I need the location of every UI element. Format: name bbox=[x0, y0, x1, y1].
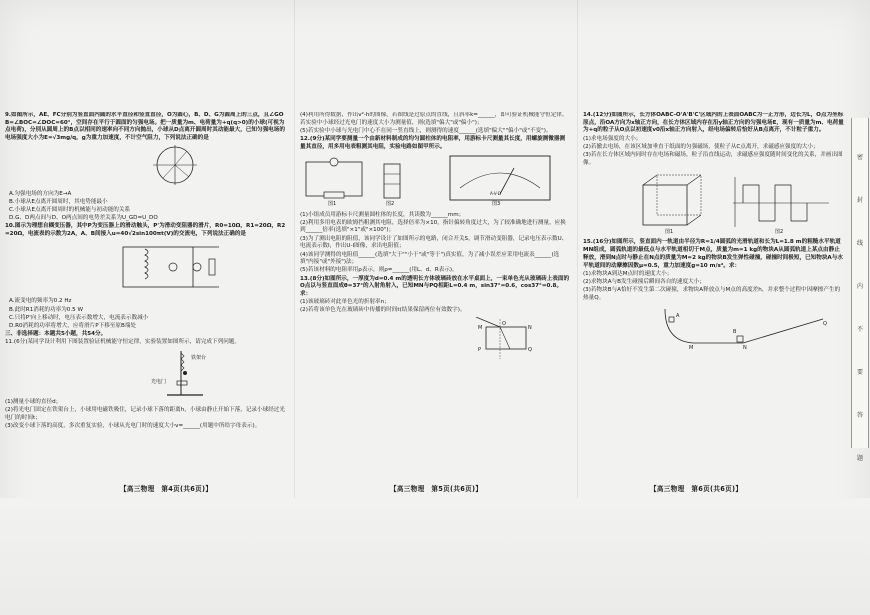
seal-char: 不 bbox=[856, 326, 863, 333]
question-13-part-1: (1)该玻璃砖对此单色光的折射率n； bbox=[300, 299, 390, 306]
seal-char: 线 bbox=[856, 240, 863, 247]
label-m: M bbox=[478, 325, 483, 332]
option-c: C.只将P'向上移动时，电压表示数增大，电流表示数减小 bbox=[9, 314, 149, 321]
figure-1-label: 图1 bbox=[328, 200, 337, 207]
question-12-part-2: (2)利用多用电表的欧姆挡粗测其电阻，选择倍率为×10，指针偏转角度过大，为了较准确地进行测量，应换到______倍率(选填"×1"或"×100")； bbox=[300, 219, 566, 234]
question-15-part-3: (3)若物块B与A恰好不发生第二次碰撞，求物块A释放点与M点的高度差h，并求整个过程中因摩擦产生的热量Q。 bbox=[583, 287, 841, 301]
label-q: Q bbox=[823, 320, 827, 327]
label-p: P bbox=[478, 347, 482, 354]
question-11-part-4: (4)利用所得数据，作出v²-h的图像，若图线是过原点的直线，且斜率k=______，即可验证机械能守恒定律。若实验中小球经过光电门的速度大小为测量值，则(选填"偏大"或"偏小")； bbox=[300, 112, 568, 126]
circuit-figures bbox=[300, 154, 570, 210]
seal-line-sidebar bbox=[851, 118, 869, 462]
page-4-column bbox=[5, 112, 287, 482]
seal-char: 封 bbox=[856, 197, 863, 204]
label-a: A bbox=[676, 312, 680, 319]
question-12-part-1: (1)小组成员用游标卡尺测量圆柱体的长度，其读数为______mm； bbox=[300, 211, 465, 218]
option-c: C.小球从E点离开圆周时的机械能与初动能的关系 bbox=[9, 206, 131, 213]
question-11-part-5: (5)若实验中小球与光电门中心不在同一竖直线上，则测得的速度______(选填"偏大""偏小"或"不变")。 bbox=[300, 127, 552, 134]
question-14-part-2: (2)若撤去电场，在该区域加垂直于纸面的匀强磁场，使粒子从C点离开，求磁感应强度的大小； bbox=[583, 143, 819, 150]
option-a: A.流变电的频率为0.2 Hz bbox=[9, 298, 72, 305]
question-10: 10.图示为理想自耦变压器，其中P为变压器上的滑动触头，P'为滑动变阻器的滑片，R0=10Ω，R1=20Ω，R2=20Ω，电流表的示数为2A，A、B间接入u=40√2sin100πt(V)的交流电，下列说法正确的是 bbox=[5, 223, 286, 238]
option-d: D.G、D两点间与D、O两点间的电势差关系为U_GD=U_DO bbox=[9, 215, 158, 222]
label-q: Q bbox=[528, 347, 532, 354]
figure-3-label: 图3 bbox=[492, 200, 501, 207]
glass-block-figure bbox=[300, 317, 570, 361]
question-14: 14.(12分)如图所示，长方体OABC-O'A'B'C'区域内的上表面OABC为一正方形，边长为L，O点为坐标原点，沿OA方向为x轴正方向，在长方体区域内存在沿y轴正方向的匀强电场E，现有一质量为m、电荷量为+q的粒子从O点以初速度v0沿x轴正方向射入，经电场偏转后恰好从B点离开，不计粒子重力。 bbox=[583, 112, 844, 134]
question-11-part-1: (1)测量小球的直径d； bbox=[5, 399, 62, 406]
question-12-part-3: (3)为了测出电阻的阻值，该同学设计了如图所示的电路，闭合开关S，调节滑动变阻器，记录电压表示数U、电流表示数I，作出U-I图像，求出电阻值； bbox=[300, 235, 568, 250]
question-13-part-2: (2)若将该单色光在玻璃砖中传播的时间t(结果保留两位有效数字)。 bbox=[300, 307, 466, 314]
section-3-heading: 三、非选择题：本题共5小题，共54分。 bbox=[5, 331, 107, 338]
question-14-part-3: (3)若在长方体区域内同时存在电场和磁场，粒子沿直线运动，求磁感应强度随时间变化的关系，并画出图像。 bbox=[583, 152, 843, 166]
label-n: N bbox=[743, 344, 747, 351]
label-n: N bbox=[528, 325, 532, 332]
question-13: 13.(8分)如图所示，一厚度为d=0.4 m的透明长方体玻璃砖放在水平桌面上，一束单色光从玻璃砖上表面的O点以与竖直面成θ=37°的入射角射入，已知MN与PQ相距L=0.4 m，sin37°=0.6，cos37°=0.8。求： bbox=[300, 275, 570, 298]
option-b: B.小球从E点离开圆周时，其电势能最小 bbox=[9, 198, 108, 205]
option-d: D.R0消耗的功率将增大，应将滑片P下移至原B端处 bbox=[9, 323, 137, 330]
page-6-column bbox=[583, 112, 845, 482]
cuboid-and-graph-figure bbox=[583, 169, 845, 237]
question-9: 9.如图所示，AE、FC分别为竖直面内圆的水平直径和竖直直径，O为圆心，B、D、G为圆周上的三点，且∠GOB=∠BOC=∠DOC=60°，空间存在平行于圆面的匀强电场。把一质量为m、电荷量为+q(q>0)的小球(可视为点电荷)，分别从圆周上的B点以相同的速率向不同方向抛出，小球从D点离开圆周时其动能最大，已知匀强电场的电场强度大小为E=√3mg/q，g为重力加速度，不计空气阻力，下列说法正确的是 bbox=[5, 112, 285, 142]
question-11-part-3: (3)改变小球下落的高度，多次重复实验，小球从光电门时的速度大小v=______(用题中所给字母表示)。 bbox=[5, 423, 261, 430]
stand-photogate-figure bbox=[5, 349, 287, 397]
label-photogate: 光电门 bbox=[151, 379, 167, 386]
question-15-part-1: (1)求物块A到达M点时的速度大小； bbox=[583, 270, 673, 277]
label-b: B bbox=[733, 328, 737, 335]
seal-char: 答 bbox=[856, 412, 863, 419]
transformer-circuit-figure bbox=[5, 241, 287, 297]
option-a: A.匀强电场的方向为E→A bbox=[9, 190, 72, 197]
question-12-part-5: (5)若该材料的电阻率用ρ表示，则ρ=______(用L、d、R表示)。 bbox=[300, 267, 458, 274]
label-o: O bbox=[502, 321, 506, 328]
seal-char: 要 bbox=[856, 369, 863, 376]
seal-char: 内 bbox=[856, 283, 863, 290]
question-11-part-2: (2)将光电门固定在铁架台上，小球用电磁铁吸住，记录小球下落的距离h，小球由静止开始下落，记录小球经过光电门的时间t； bbox=[5, 407, 285, 422]
page-4-footer: 【高三物理 第4页(共6页)】 bbox=[120, 485, 213, 493]
question-15: 15.(16分)如图所示，竖直面内一轨道由半径为R=1/4圆弧的光滑轨道和长为L=1.8 m的粗糙水平轨道MN组成，圆弧轨道的最低点与水平轨道相切于M点，质量为m=1 kg的物块A从圆弧轨道上某点由静止释放，滑到N点时与静止在N点的质量为M=2 kg的物块B发生弹性碰撞，碰撞时间极短，已知物块A与水平轨道间的动摩擦因数μ=0.5，重力加速度g=10 m/s²。求： bbox=[583, 239, 843, 269]
seal-char: 题 bbox=[856, 455, 863, 462]
figure-2-label: 图2 bbox=[775, 229, 784, 236]
page-6-footer: 【高三物理 第6页(共6页)】 bbox=[650, 485, 743, 493]
figure-2-label: 图2 bbox=[386, 200, 395, 207]
option-b: B.此时R1消耗的功率为0.5 W bbox=[9, 306, 84, 313]
question-12-part-4: (4)该同学测得的电阻值______(选填"大于""小于"或"等于")真实值，为了减小误差应采用电流表______(选填"内接"或"外接")法； bbox=[300, 251, 560, 266]
circle-figure bbox=[5, 145, 287, 189]
track-figure bbox=[583, 305, 845, 353]
question-14-part-1: (1)求电场强度的大小； bbox=[583, 135, 642, 142]
page-5-column bbox=[300, 112, 570, 482]
seal-char: 密 bbox=[856, 154, 863, 161]
label-m: M bbox=[689, 344, 694, 351]
question-15-part-2: (2)求物块A与B发生碰撞后瞬间各自的速度大小； bbox=[583, 278, 705, 285]
page-5-footer: 【高三物理 第5页(共6页)】 bbox=[390, 485, 483, 493]
figure-1-label: 图1 bbox=[665, 229, 674, 236]
question-12: 12.(9分)某同学要测量一个由新材料制成的均匀圆柱体的电阻率，用游标卡尺测量其长度，用螺旋测微器测量其直径，用多用电表粗测其电阻，实验电路如图甲所示。 bbox=[300, 136, 566, 150]
blank-margin bbox=[0, 498, 870, 615]
meter-label: A-V-Ω bbox=[490, 190, 501, 196]
question-11: 11.(6分)某同学设计利用下图装置验证机械能守恒定律，实验装置如图所示，请完成下列问题。 bbox=[5, 339, 240, 346]
label-stand: 铁架台 bbox=[191, 355, 207, 362]
